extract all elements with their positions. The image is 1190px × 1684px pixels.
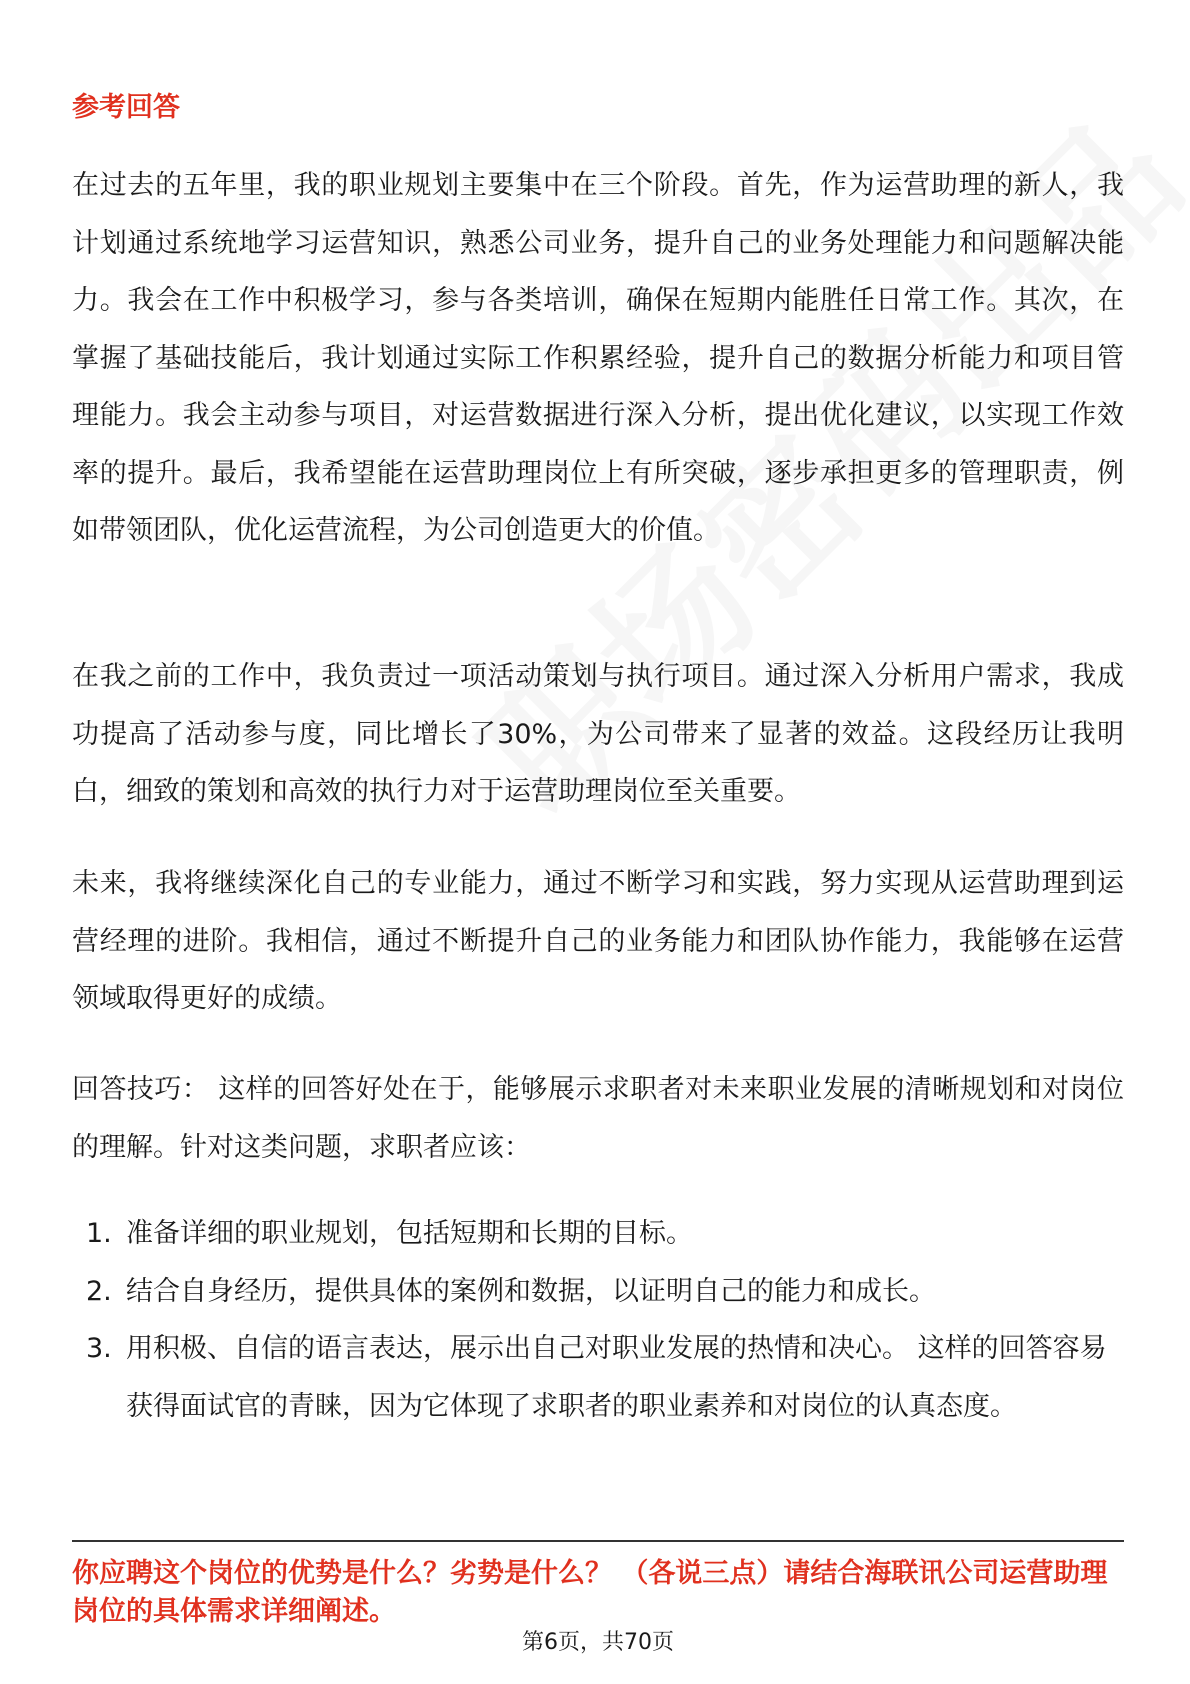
list-item-number: 2. xyxy=(86,1275,112,1307)
document-page xyxy=(72,0,1124,1684)
section-divider xyxy=(72,1540,1124,1542)
list-item xyxy=(72,1263,1124,1321)
list-item-text: 用积极、自信的语言表达，展示出自己对职业发展的热情和决心。 这样的回答容易获得面试官的青睐，因为它体现了求职者的职业素养和对岗位的认真态度。 xyxy=(126,1333,1107,1422)
list-item xyxy=(72,1320,1124,1435)
answer-paragraph-3: 未来，我将继续深化自己的专业能力，通过不断学习和实践，努力实现从运营助理到运营经理的进阶。我相信，通过不断提升自己的业务能力和团队协作能力，我能够在运营领域取得更好的成绩。 xyxy=(72,868,1124,1014)
answer-paragraph-1: 在过去的五年里，我的职业规划主要集中在三个阶段。首先，作为运营助理的新人，我计划通过系统地学习运营知识，熟悉公司业务，提升自己的业务处理能力和问题解决能力。我会在工作中积极学习，参与各类培训，确保在短期内能胜任日常工作。其次，在掌握了基础技能后，我计划通过实际工作积累经验，提升自己的数据分析能力和项目管理能力。我会主动参与项目，对运营数据进行深入分析，提出优化建议，以实现工作效率的提升。最后，我希望能在运营助理岗位上有所突破，逐步承担更多的管理职责，例如带领团队，优化运营流程，为公司创造更大的价值。 xyxy=(72,170,1124,546)
list-item-text: 准备详细的职业规划，包括短期和长期的目标。 xyxy=(126,1218,693,1249)
answer-paragraph-2: 在我之前的工作中，我负责过一项活动策划与执行项目。通过深入分析用户需求，我成功提高了活动参与度，同比增长了30%，为公司带来了显著的效益。这段经历让我明白，细致的策划和高效的执行力对于运营助理岗位至关重要。 xyxy=(72,661,1124,807)
tips-list xyxy=(72,1205,1124,1435)
next-question-heading: 你应聘这个岗位的优势是什么？劣势是什么？ （各说三点）请结合海联讯公司运营助理岗位的具体需求详细阐述。 xyxy=(72,1558,1108,1627)
list-item-number: 1. xyxy=(86,1218,112,1249)
answer-tips-intro: 回答技巧： 这样的回答好处在于，能够展示求职者对未来职业发展的清晰规划和对岗位的理解。针对这类问题，求职者应该： xyxy=(72,1074,1124,1163)
list-item-number: 3. xyxy=(86,1333,112,1364)
section-heading: 参考回答 xyxy=(72,92,180,123)
page-number-footer: 第6页，共70页 xyxy=(522,1630,674,1655)
list-item-text: 结合自身经历，提供具体的案例和数据，以证明自己的能力和成长。 xyxy=(126,1275,936,1307)
list-item xyxy=(72,1205,1124,1263)
